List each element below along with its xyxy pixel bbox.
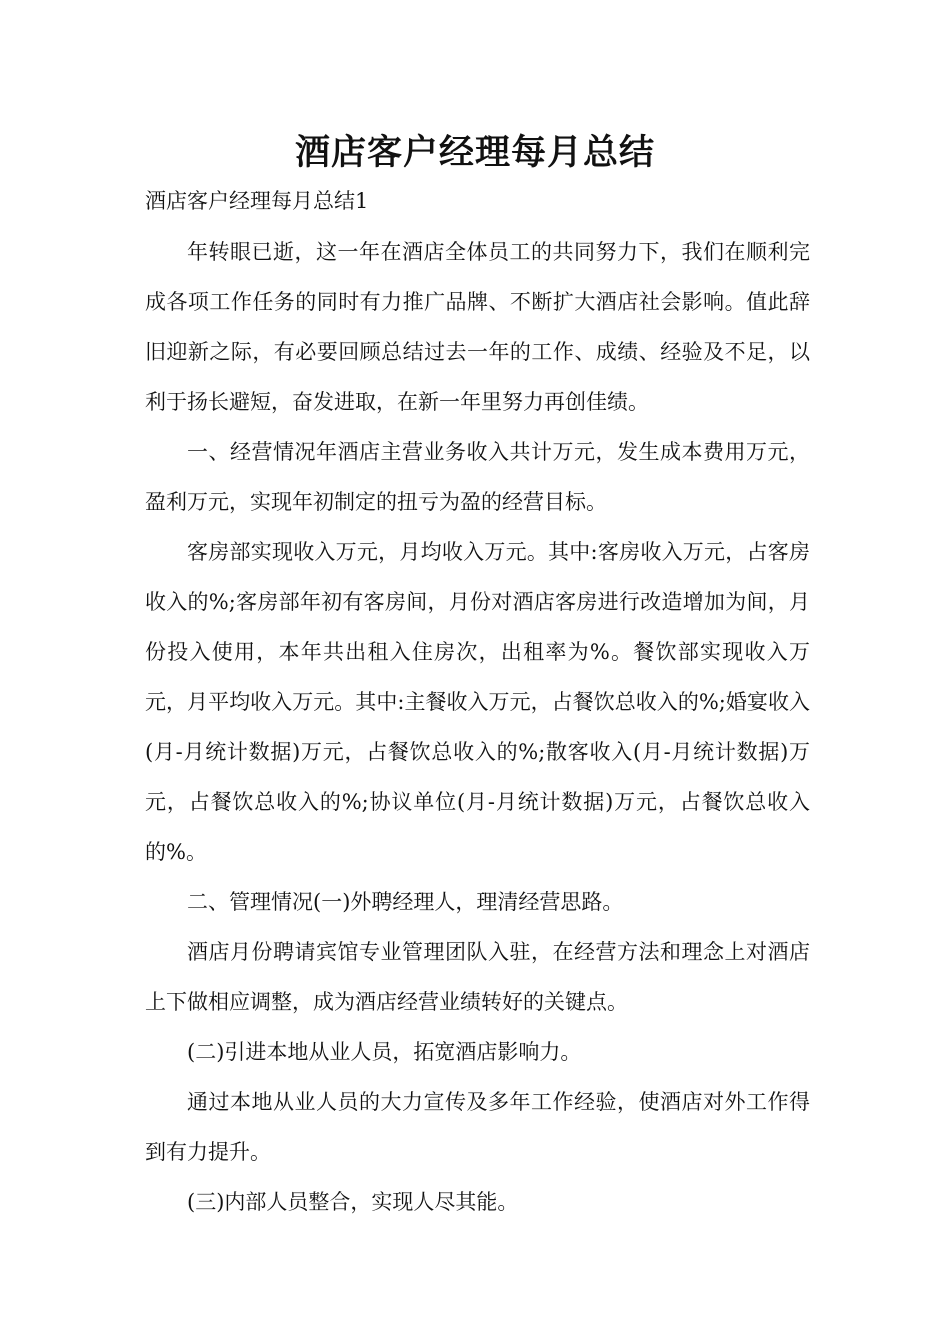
paragraph-local-staff-heading: (二)引进本地从业人员，拓宽酒店影响力。 [187, 1040, 582, 1064]
paragraph-local-staff: 通过本地从业人员的大力宣传及多年工作经验，使酒店对外工作得到有力提升。 [145, 1090, 810, 1164]
paragraph-intro: 年转眼已逝，这一年在酒店全体员工的共同努力下，我们在顺利完成各项工作任务的同时有力推广品牌、不断扩大酒店社会影响。值此辞旧迎新之际，有必要回顾总结过去一年的工作、成绩、经验及不足，以利于扬长避短，奋发进取，在新一年里努力再创佳绩。 [145, 240, 810, 414]
paragraph-management-heading: 二、管理情况(一)外聘经理人，理清经营思路。 [187, 890, 624, 914]
document-body [145, 227, 810, 1227]
paragraph-revenue-details: 客房部实现收入万元，月均收入万元。其中:客房收入万元，占客房收入的%;客房部年初有客房间，月份对酒店客房进行改造增加为间，月份投入使用，本年共出租入住房次，出租率为%。餐饮部实现收入万元，月平均收入万元。其中:主餐收入万元，占餐饮总收入的%;婚宴收入(月-月统计数据)万元，占餐饮总收入的%;散客收入(月-月统计数据)万元，占餐饮总收入的%;协议单位(月-月统计数据)万元，占餐饮总收入的%。 [145, 540, 810, 864]
document-subtitle: 酒店客户经理每月总结1 [145, 189, 369, 213]
paragraph-operations: 一、经营情况年酒店主营业务收入共计万元，发生成本费用万元，盈利万元，实现年初制定的扭亏为盈的经营目标。 [145, 440, 810, 514]
paragraph-staff-integration-heading: (三)内部人员整合，实现人尽其能。 [187, 1190, 519, 1214]
paragraph-management-team: 酒店月份聘请宾馆专业管理团队入驻，在经营方法和理念上对酒店上下做相应调整，成为酒店经营业绩转好的关键点。 [145, 940, 810, 1014]
document-title: 酒店客户经理每月总结 [294, 133, 655, 173]
